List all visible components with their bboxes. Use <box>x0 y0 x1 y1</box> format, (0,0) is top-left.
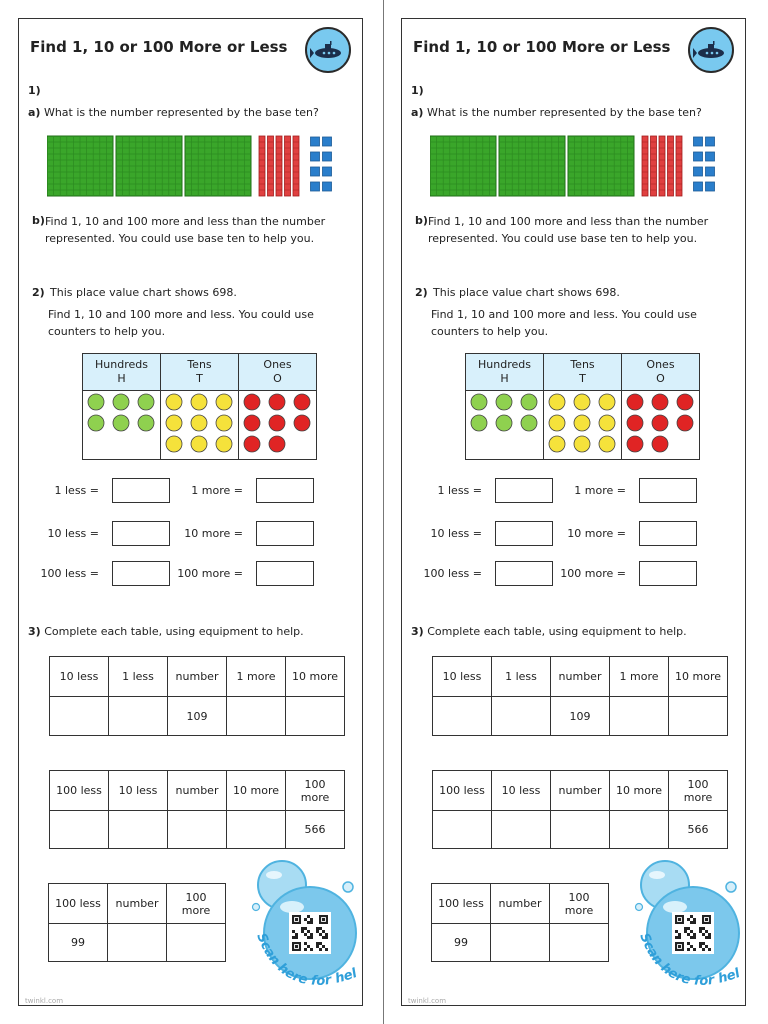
place-value-chart <box>465 353 700 460</box>
hundred-more-answer-box[interactable] <box>256 561 314 586</box>
counter-dot <box>521 394 537 410</box>
counter-dot <box>166 415 182 431</box>
worksheet-left <box>18 18 363 1006</box>
table-header-cell: 100 more <box>167 884 226 924</box>
table-answer-cell[interactable] <box>610 697 669 736</box>
sequence-table-2 <box>432 770 728 849</box>
ten-more-answer-box[interactable] <box>639 521 697 546</box>
table-header-cell: 10 less <box>109 771 168 811</box>
counter-dot <box>191 394 207 410</box>
table-header-cell: 100 less <box>50 771 109 811</box>
table-answer-cell[interactable] <box>109 697 168 736</box>
header-tens: Tens T <box>161 354 239 391</box>
one-cube <box>311 182 320 191</box>
question-1a-marker: a) <box>28 106 41 119</box>
counter-dot <box>471 415 487 431</box>
counter-dot <box>627 394 643 410</box>
counter-dot <box>244 394 260 410</box>
one-cube <box>311 137 320 146</box>
question-1a-prompt <box>411 106 702 119</box>
base-ten-blocks <box>47 135 367 201</box>
one-cube <box>706 137 715 146</box>
header-ones: Ones O <box>239 354 317 391</box>
header-hundreds: Hundreds H <box>83 354 161 391</box>
question-1a-text: What is the number represented by the base ten? <box>426 106 702 119</box>
hundred-less-label: 100 less = <box>423 567 482 580</box>
sequence-table-3 <box>48 883 226 962</box>
counter-dot <box>549 394 565 410</box>
page-divider <box>383 0 384 1024</box>
table-value-cell: 99 <box>432 924 491 962</box>
counter-dot <box>471 394 487 410</box>
counter-dot <box>113 415 129 431</box>
table-header-cell: 1 less <box>492 657 551 697</box>
one-cube <box>323 137 332 146</box>
counter-dot <box>677 394 693 410</box>
one-less-answer-box[interactable] <box>112 478 170 503</box>
table-header-cell: 10 less <box>492 771 551 811</box>
one-more-label: 1 more = <box>191 484 243 497</box>
one-cube <box>694 152 703 161</box>
counter-dot <box>627 436 643 452</box>
table-answer-cell[interactable] <box>167 924 226 962</box>
counter-dot <box>521 415 537 431</box>
table-header-cell: 100 more <box>286 771 345 811</box>
tens-counters <box>161 391 239 460</box>
table-header-cell: 10 more <box>227 771 286 811</box>
table-answer-cell[interactable] <box>550 924 609 962</box>
submarine-logo-icon <box>688 27 734 73</box>
table-header-cell: 10 less <box>50 657 109 697</box>
ten-more-answer-box[interactable] <box>256 521 314 546</box>
scan-help-text: Scan here for hel <box>253 931 359 989</box>
one-cube <box>706 182 715 191</box>
hundred-more-answer-box[interactable] <box>639 561 697 586</box>
table-header-cell: number <box>168 771 227 811</box>
question-3-number: 3) <box>411 625 424 638</box>
one-less-label: 1 less = <box>54 484 99 497</box>
worksheet-title: Find 1, 10 or 100 More or Less <box>30 38 288 56</box>
table-header-cell: 100 less <box>432 884 491 924</box>
counter-dot <box>88 394 104 410</box>
table-answer-cell[interactable] <box>50 811 109 849</box>
question-2-text: This place value chart shows 698. <box>50 286 237 299</box>
one-cube <box>706 152 715 161</box>
counter-dot <box>574 394 590 410</box>
ten-more-label: 10 more = <box>184 527 243 540</box>
table-header-cell: 100 less <box>49 884 108 924</box>
counter-dot <box>216 394 232 410</box>
counter-dot <box>138 394 154 410</box>
question-1a-prompt <box>28 106 319 119</box>
one-less-answer-box[interactable] <box>495 478 553 503</box>
sequence-table-3 <box>431 883 609 962</box>
table-answer-cell[interactable] <box>109 811 168 849</box>
counter-dot <box>677 415 693 431</box>
tens-counters <box>544 391 622 460</box>
table-header-cell: 100 more <box>550 884 609 924</box>
table-value-cell: 109 <box>551 697 610 736</box>
counter-dot <box>294 394 310 410</box>
question-2-text: This place value chart shows 698. <box>433 286 620 299</box>
hundred-less-answer-box[interactable] <box>495 561 553 586</box>
counter-dot <box>166 436 182 452</box>
ten-less-answer-box[interactable] <box>112 521 170 546</box>
hundred-less-label: 100 less = <box>40 567 99 580</box>
hundred-more-label: 100 more = <box>177 567 243 580</box>
one-cube <box>323 167 332 176</box>
sequence-table-1 <box>432 656 728 736</box>
question-1a-marker: a) <box>411 106 424 119</box>
question-1b-text: Find 1, 10 and 100 more and less than the number represented. You could use base ten to help you. <box>45 215 326 245</box>
question-1a-text: What is the number represented by the base ten? <box>43 106 319 119</box>
table-header-cell: 10 more <box>669 657 728 697</box>
scan-help-text: Scan here for hel <box>636 931 742 989</box>
table-value-cell: 566 <box>286 811 345 849</box>
table-header-cell: 1 more <box>227 657 286 697</box>
counter-dot <box>191 436 207 452</box>
question-3-text: Complete each table, using equipment to help. <box>44 625 304 638</box>
scan-help-caption <box>626 917 742 1013</box>
table-answer-cell[interactable] <box>669 697 728 736</box>
counter-dot <box>244 415 260 431</box>
table-header-cell: number <box>108 884 167 924</box>
counter-dot <box>599 394 615 410</box>
table-header-cell: 10 more <box>286 657 345 697</box>
header-hundreds: Hundreds H <box>466 354 544 391</box>
counter-dot <box>113 394 129 410</box>
ones-counters <box>239 391 317 460</box>
ten-less-label: 10 less = <box>430 527 482 540</box>
scan-help-caption <box>243 917 359 1013</box>
counter-dot <box>88 415 104 431</box>
header-ones: Ones O <box>622 354 700 391</box>
question-1b-marker: b) <box>415 214 428 227</box>
footer-brand: twinkl.com <box>408 997 447 1005</box>
counter-dot <box>244 436 260 452</box>
table-header-cell: number <box>551 771 610 811</box>
question-3-prompt <box>28 625 304 638</box>
table-value-cell: 109 <box>168 697 227 736</box>
table-header-cell: 10 less <box>433 657 492 697</box>
hundred-less-answer-box[interactable] <box>112 561 170 586</box>
table-header-cell: number <box>168 657 227 697</box>
header-tens: Tens T <box>544 354 622 391</box>
table-answer-cell[interactable] <box>551 811 610 849</box>
table-answer-cell[interactable] <box>227 697 286 736</box>
counter-dot <box>269 394 285 410</box>
one-cube <box>694 182 703 191</box>
table-answer-cell[interactable] <box>433 697 492 736</box>
table-header-cell: 10 more <box>610 771 669 811</box>
worksheet-right <box>401 18 746 1006</box>
place-value-chart <box>82 353 317 460</box>
counter-dot <box>549 436 565 452</box>
table-answer-cell[interactable] <box>492 697 551 736</box>
counter-dot <box>216 436 232 452</box>
counter-dot <box>652 436 668 452</box>
question-3-number: 3) <box>28 625 41 638</box>
counter-dot <box>269 436 285 452</box>
one-cube <box>311 152 320 161</box>
table-header-cell: 100 more <box>669 771 728 811</box>
one-cube <box>706 167 715 176</box>
table-answer-cell[interactable] <box>491 924 550 962</box>
base-ten-illustration <box>47 135 367 197</box>
counter-dot <box>652 394 668 410</box>
table-answer-cell[interactable] <box>492 811 551 849</box>
one-cube <box>694 167 703 176</box>
question-2-number: 2) <box>415 286 428 299</box>
one-less-label: 1 less = <box>437 484 482 497</box>
ones-counters <box>622 391 700 460</box>
question-3-prompt <box>411 625 687 638</box>
question-2-instructions: Find 1, 10 and 100 more and less. You could use counters to help you. <box>48 308 314 338</box>
table-header-cell: 1 more <box>610 657 669 697</box>
table-answer-cell[interactable] <box>50 697 109 736</box>
counter-dot <box>191 415 207 431</box>
base-ten-illustration <box>430 135 750 197</box>
svg-text:Scan here for help! <box>626 917 742 989</box>
hundreds-counters <box>466 391 544 460</box>
counter-dot <box>599 436 615 452</box>
table-answer-cell[interactable] <box>433 811 492 849</box>
counter-dot <box>599 415 615 431</box>
sequence-table-2 <box>49 770 345 849</box>
table-answer-cell[interactable] <box>227 811 286 849</box>
submarine-logo-icon <box>305 27 351 73</box>
sequence-table-1 <box>49 656 345 736</box>
one-cube <box>694 137 703 146</box>
one-cube <box>323 152 332 161</box>
ten-more-label: 10 more = <box>567 527 626 540</box>
table-header-cell: number <box>491 884 550 924</box>
svg-text:Scan here for help! <box>243 917 359 989</box>
table-answer-cell[interactable] <box>286 697 345 736</box>
table-answer-cell[interactable] <box>108 924 167 962</box>
one-more-label: 1 more = <box>574 484 626 497</box>
table-header-cell: 1 less <box>109 657 168 697</box>
base-ten-blocks <box>430 135 750 201</box>
question-2-instructions: Find 1, 10 and 100 more and less. You could use counters to help you. <box>431 308 697 338</box>
table-answer-cell[interactable] <box>610 811 669 849</box>
one-more-answer-box[interactable] <box>639 478 697 503</box>
table-value-cell: 566 <box>669 811 728 849</box>
footer-brand: twinkl.com <box>25 997 64 1005</box>
ten-less-label: 10 less = <box>47 527 99 540</box>
counter-dot <box>138 415 154 431</box>
counter-dot <box>496 415 512 431</box>
question-1b-marker: b) <box>32 214 45 227</box>
question-3-text: Complete each table, using equipment to help. <box>427 625 687 638</box>
table-value-cell: 99 <box>49 924 108 962</box>
counter-dot <box>627 415 643 431</box>
counter-dot <box>574 436 590 452</box>
counter-dot <box>269 415 285 431</box>
worksheet-title: Find 1, 10 or 100 More or Less <box>413 38 671 56</box>
counter-dot <box>166 394 182 410</box>
counter-dot <box>496 394 512 410</box>
ten-less-answer-box[interactable] <box>495 521 553 546</box>
question-1-number: 1) <box>411 84 424 97</box>
one-cube <box>323 182 332 191</box>
counter-dot <box>574 415 590 431</box>
table-header-cell: number <box>551 657 610 697</box>
hundred-more-label: 100 more = <box>560 567 626 580</box>
one-cube <box>311 167 320 176</box>
counter-dot <box>549 415 565 431</box>
table-header-cell: 100 less <box>433 771 492 811</box>
table-answer-cell[interactable] <box>168 811 227 849</box>
question-1-number: 1) <box>28 84 41 97</box>
hundreds-counters <box>83 391 161 460</box>
counter-dot <box>652 415 668 431</box>
question-2-number: 2) <box>32 286 45 299</box>
one-more-answer-box[interactable] <box>256 478 314 503</box>
question-1b-text: Find 1, 10 and 100 more and less than the number represented. You could use base ten to help you. <box>428 215 709 245</box>
counter-dot <box>294 415 310 431</box>
counter-dot <box>216 415 232 431</box>
